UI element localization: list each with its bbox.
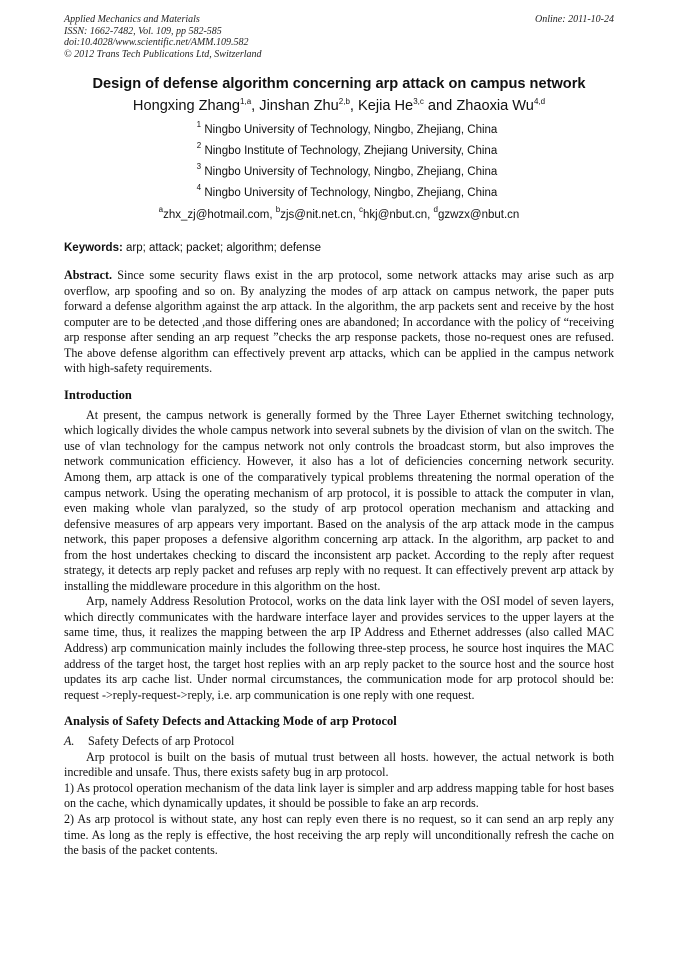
email-separator: ,	[427, 209, 434, 221]
author-name: Hongxing Zhang	[132, 98, 241, 114]
email-mark: c	[359, 205, 364, 214]
author-name: Kejia He	[358, 98, 414, 114]
affiliation-mark: 1	[196, 120, 202, 129]
email-address: gzwzx@nbut.cn	[437, 209, 520, 221]
analysis-list-item: 1) As protocol operation mechanism of the data link layer is simpler and arp address mapping table for host bases on the cache, which dynamically updates, it should be possible to fake an arp records.	[64, 780, 614, 811]
section-heading-introduction: Introduction	[64, 387, 132, 402]
affiliation-list	[64, 120, 614, 204]
author-name: Jinshan Zhu	[259, 98, 339, 114]
author-separator: ,	[349, 98, 359, 114]
author-separator: and	[423, 98, 457, 114]
email-address: zjs@nit.net.cn	[280, 209, 353, 221]
author-affiliation-mark: 2,b	[338, 97, 350, 106]
email-address: zhx_zj@hotmail.com	[163, 209, 270, 221]
affiliation-text: Ningbo Institute of Technology, Zhejiang University, China	[204, 145, 498, 157]
subsection-letter: A.	[64, 734, 75, 749]
journal-name: Applied Mechanics and Materials	[64, 14, 200, 25]
subsection-title: Safety Defects of arp Protocol	[88, 734, 235, 749]
author-affiliation-mark: 3,c	[413, 97, 424, 106]
affiliation-mark: 3	[196, 162, 202, 171]
author-name: Zhaoxia Wu	[456, 98, 534, 114]
affiliation	[72, 120, 622, 141]
keywords-text: arp; attack; packet; algorithm; defense	[126, 242, 321, 254]
author-list	[64, 98, 614, 114]
email-separator: ,	[352, 209, 360, 221]
affiliation-text: Ningbo University of Technology, Ningbo, Zhejiang, China	[204, 124, 498, 136]
paper-page	[64, 14, 614, 859]
affiliation	[72, 162, 622, 183]
keywords-label: Keywords:	[64, 242, 123, 254]
affiliation	[72, 141, 622, 162]
affiliation-mark: 2	[196, 141, 202, 150]
email-list	[64, 207, 614, 223]
analysis-list-item: 2) As arp protocol is without state, any host can reply even there is no request, so it can send an arp reply any time. As long as the reply is effective, the host receiving the arp reply will unconditionally refresh the cache on the basis of the packet contents.	[64, 811, 614, 858]
keywords-line	[64, 242, 614, 254]
abstract-label: Abstract.	[64, 268, 113, 282]
affiliation-text: Ningbo University of Technology, Ningbo, Zhejiang, China	[204, 166, 498, 178]
email-mark: a	[158, 205, 164, 214]
abstract-paragraph	[64, 268, 614, 377]
subsection-heading	[64, 734, 614, 750]
online-date: Online: 2011-10-24	[535, 14, 614, 25]
affiliation-text: Ningbo University of Technology, Ningbo, Zhejiang, China	[204, 187, 498, 199]
analysis-paragraph: Arp protocol is built on the basis of mutual trust between all hosts. however, the actual network is both incredible and unsafe. Thus, there exists safety bug in arp protocol.	[64, 749, 614, 780]
email-separator: ,	[269, 209, 276, 221]
affiliation-mark: 4	[196, 183, 202, 192]
author-affiliation-mark: 4,d	[533, 97, 546, 106]
paper-title: Design of defense algorithm concerning arp attack on campus network	[92, 76, 586, 92]
intro-paragraph: At present, the campus network is generally formed by the Three Layer Ethernet switching technology, which logically divides the whole campus network into several subnets by the division of vlan on the switch. The use of vlan technology for the campus network not only controls the broadcast storm, but also improves the network communication efficiency. However, it also has a lot of deficiencies concerning network security. Among them, arp attack is one of the comparatively typical problems threatening the normal operation of the campus network. Using the operating mechanism of arp protocol, it is possible to attack the computer in vlan, even making whole vlan paralyzed, so the study of arp protocol operation mechanism and attacking and defensive measures of arp appears very important. Based on the analysis of the arp attack mode in the campus network, this paper proposes a defensive algorithm concerning arp attack. In the algorithm, arp packet to and from the host undertakes checking to discard the inconsistent arp packet. According to the reply after request strategy, it detects arp reply packet and refuses arp reply with no request. It can effectively prevent arp attack by installing the middleware procedure in this algorithm on the host.	[64, 407, 614, 593]
section-heading-analysis: Analysis of Safety Defects and Attacking Mode of arp Protocol	[64, 714, 397, 729]
doi-line: doi:10.4028/www.scientific.net/AMM.109.582	[64, 37, 249, 48]
abstract-text: Since some security flaws exist in the arp protocol, some network attacks may arise such as arp overflow, arp spoofing and so on. By analyzing the modes of arp attack on campus network, the paper puts forward a defense algorithm against the arp attack. In the algorithm, the arp packets sent and receive by the host computer are to be detected ,and those differing ones are abandoned; In accordance with the policy of “receiving arp response after sending an arp request ”checks the arp response packets, those no-request ones are refused. The above defense algorithm can effectively prevent arp attacks, which can be applied in the campus network with high-safety requirements.	[64, 268, 614, 376]
copyright-line: © 2012 Trans Tech Publications Ltd, Switzerland	[64, 48, 262, 60]
affiliation	[72, 183, 622, 204]
intro-paragraph: Arp, namely Address Resolution Protocol, works on the data link layer with the OSI model of seven layers, which directly communicates with the hardware interface layer and provides services to the upper layers at the same time, thus, it realizes the mapping between the arp IP Address and Ethernet addresses (also called MAC Address) arp communication mainly includes the following three-step process, he source host inquires the MAC address of the target host, the target host replies with an arp reply packet to the source host and the source host updates its arp cache list. Under normal circumstances, the communication mode for arp protocol should be: request ->reply-request->reply, i.e. arp communication is one reply with one request.	[64, 594, 614, 702]
author-affiliation-mark: 1,a	[240, 97, 252, 106]
email-mark: d	[433, 205, 438, 214]
email-mark: b	[275, 205, 281, 214]
journal-header	[64, 14, 614, 60]
issn-line: ISSN: 1662-7482, Vol. 109, pp 582-585	[64, 25, 222, 37]
email-address: hkj@nbut.cn	[363, 209, 428, 221]
author-separator: ,	[251, 98, 260, 114]
